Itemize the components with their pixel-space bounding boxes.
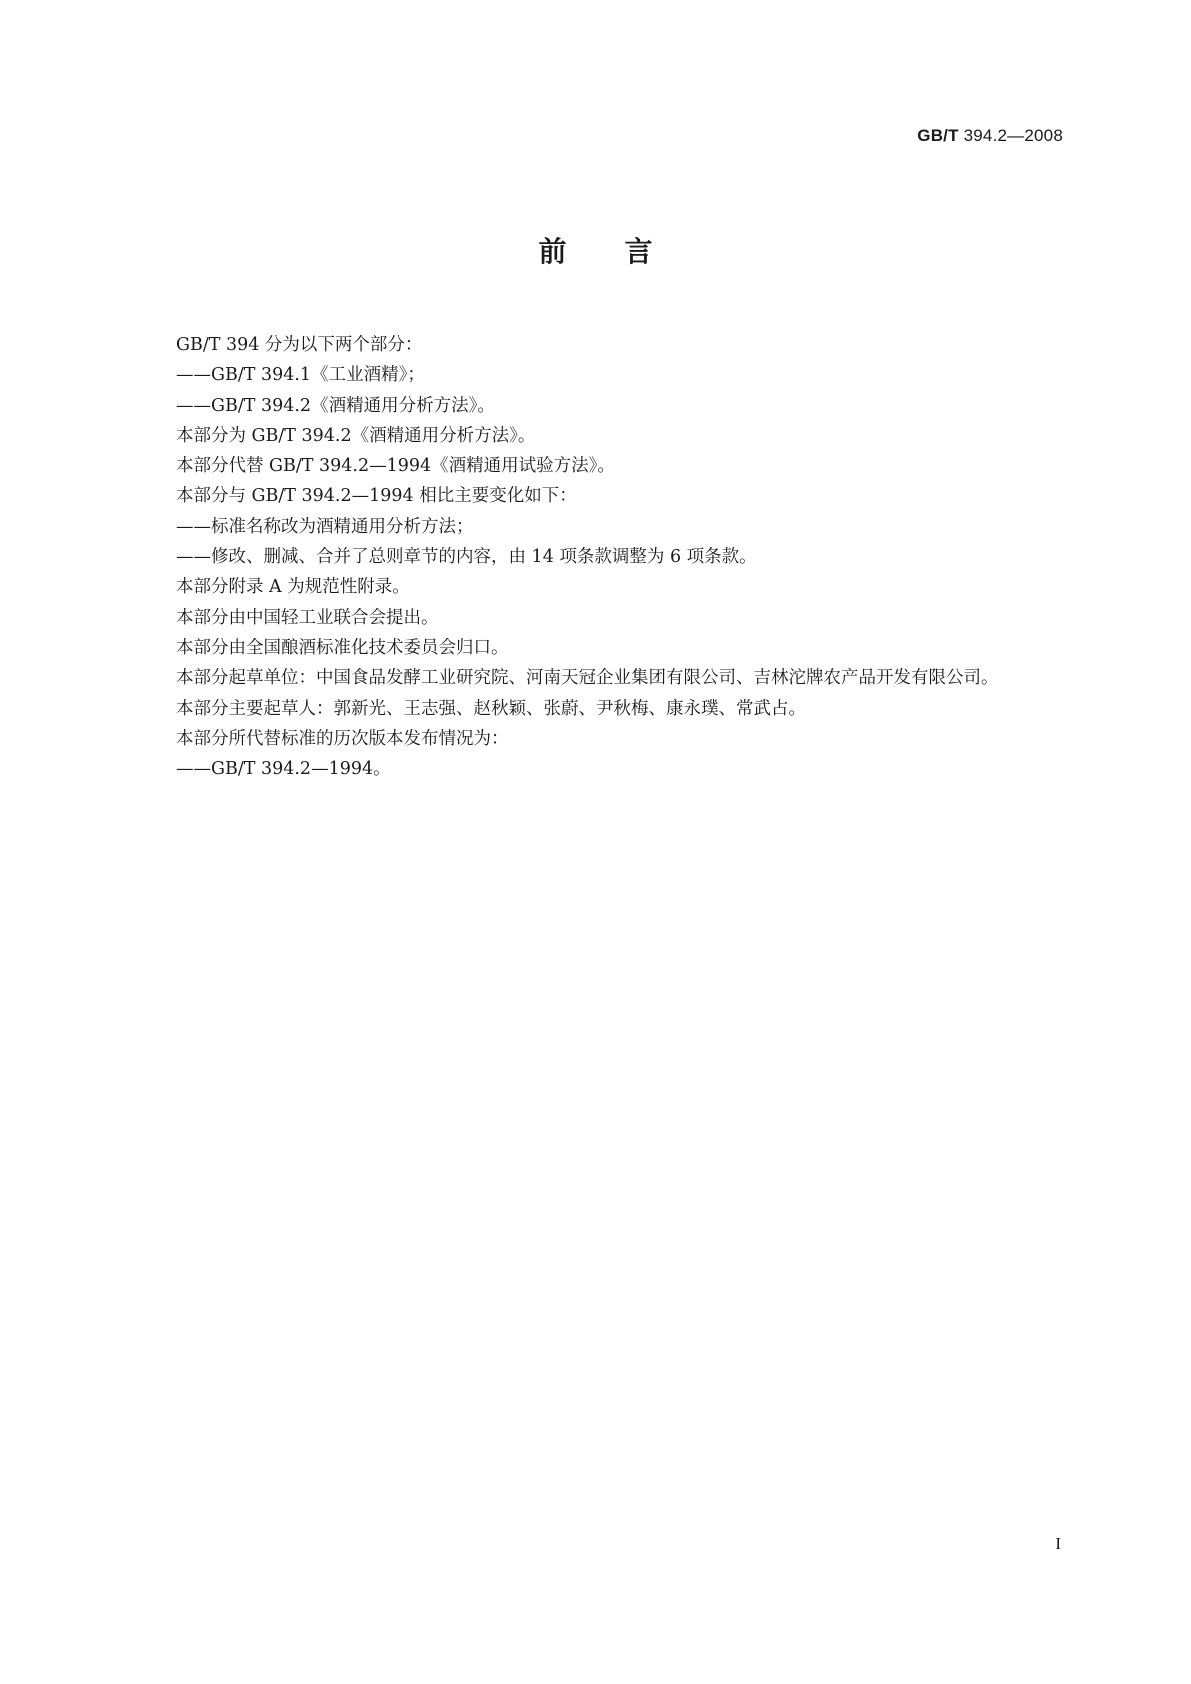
page-number: I bbox=[1055, 1534, 1061, 1553]
paragraph: ——GB/T 394.2—1994。 bbox=[176, 759, 391, 780]
foreword-body bbox=[124, 330, 1066, 784]
paragraph: 本部分附录 A 为规范性附录。 bbox=[176, 577, 410, 598]
paragraph: 本部分由中国轻工业联合会提出。 bbox=[176, 607, 439, 628]
paragraph: ——GB/T 394.2《酒精通用分析方法》。 bbox=[176, 395, 495, 416]
paragraph: 本部分由全国酿酒标准化技术委员会归口。 bbox=[176, 637, 509, 658]
paragraph: 本部分主要起草人：郭新光、王志强、赵秋颖、张蔚、尹秋梅、康永璞、常武占。 bbox=[176, 698, 806, 719]
standard-number: 394.2—2008 bbox=[963, 126, 1063, 145]
standard-code bbox=[917, 126, 1063, 146]
paragraph: 本部分代替 GB/T 394.2—1994《酒精通用试验方法》。 bbox=[176, 456, 615, 477]
paragraph: ——GB/T 394.1《工业酒精》； bbox=[176, 365, 425, 386]
paragraph: ——标准名称改为酒精通用分析方法； bbox=[176, 516, 474, 537]
paragraph: ——修改、删减、合并了总则章节的内容，由 14 项条款调整为 6 项条款。 bbox=[176, 547, 757, 568]
paragraph: 本部分所代替标准的历次版本发布情况为： bbox=[176, 728, 509, 749]
paragraph: 本部分为 GB/T 394.2《酒精通用分析方法》。 bbox=[176, 425, 536, 446]
paragraph: GB/T 394 分为以下两个部分： bbox=[176, 335, 423, 355]
paragraph: 本部分起草单位：中国食品发酵工业研究院、河南天冠企业集团有限公司、吉林沱牌农产品开发有限公司。 bbox=[176, 668, 999, 689]
standard-prefix: GB/T bbox=[917, 126, 959, 145]
paragraph: 本部分与 GB/T 394.2—1994 相比主要变化如下： bbox=[176, 486, 577, 507]
page-title: 前言 bbox=[538, 235, 711, 268]
